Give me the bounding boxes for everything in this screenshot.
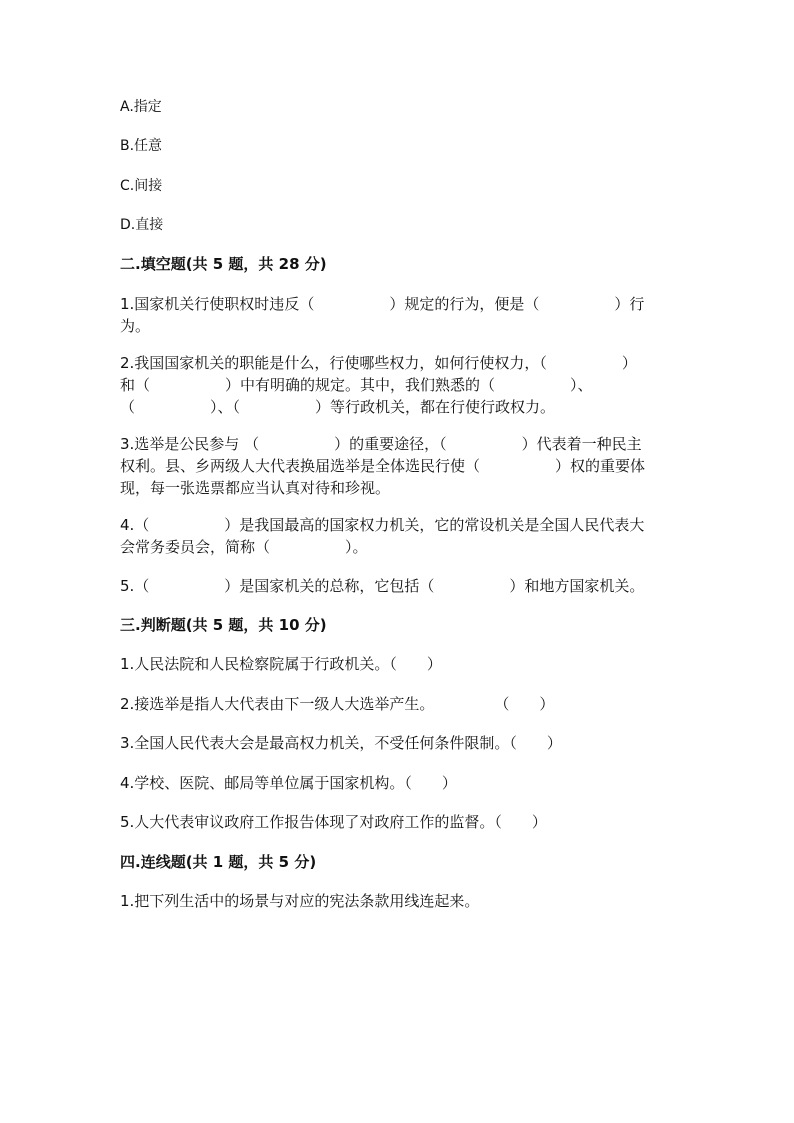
fill-question-5-line-1: 5.（ ）是国家机关的总称，它包括（ ）和地方国家机关。 — [120, 577, 645, 595]
section4-heading: 四.连线题(共 1 题，共 5 分) — [120, 853, 317, 871]
fill-question-1-line-2: 为。 — [120, 317, 151, 335]
fill-question-3-line-3: 现，每一张选票都应当认真对待和珍视。 — [120, 479, 391, 497]
fill-question-4-line-1: 4.（ ）是我国最高的国家权力机关，它的常设机关是全国人民代表大 — [120, 516, 645, 534]
judge-question-1: 1.人民法院和人民检察院属于行政机关。（ ） — [120, 655, 442, 673]
fill-question-5 — [120, 575, 676, 597]
fill-question-2 — [120, 352, 676, 418]
fill-question-4 — [120, 514, 676, 558]
fill-question-1-line-1: 1.国家机关行使职权时违反（ ）规定的行为，便是（ ）行 — [120, 295, 645, 313]
section2-heading: 二.填空题(共 5 题，共 28 分) — [120, 255, 327, 273]
fill-question-3-line-1: 3.选举是公民参与 （ ）的重要途径，（ ）代表着一种民主 — [120, 435, 642, 453]
option-c: C.间接 — [120, 178, 163, 194]
fill-question-3-line-2: 权利。县、乡两级人大代表换届选举是全体选民行使（ ）权的重要体 — [120, 457, 646, 475]
option-d: D.直接 — [120, 217, 164, 233]
fill-question-2-line-3: （ ）、（ ）等行政机关，都在行使行政权力。 — [120, 398, 556, 416]
fill-question-3 — [120, 433, 676, 499]
fill-question-1 — [120, 293, 676, 337]
option-a: A.指定 — [120, 99, 162, 115]
option-b: B.任意 — [120, 138, 163, 154]
matching-question-1: 1.把下列生活中的场景与对应的宪法条款用线连起来。 — [120, 892, 480, 910]
fill-question-2-line-1: 2.我国国家机关的职能是什么，行使哪些权力，如何行使权力，（ ） — [120, 354, 637, 372]
judge-question-5: 5.人大代表审议政府工作报告体现了对政府工作的监督。（ ） — [120, 813, 547, 831]
section3-heading: 三.判断题(共 5 题，共 10 分) — [120, 616, 327, 634]
judge-question-2: 2.接选举是指人大代表由下一级人大选举产生。 （ ） — [120, 695, 555, 713]
judge-question-3: 3.全国人民代表大会是最高权力机关，不受任何条件限制。（ ） — [120, 734, 562, 752]
fill-question-2-line-2: 和（ ）中有明确的规定。其中，我们熟悉的（ ）、 — [120, 376, 593, 394]
fill-question-4-line-2: 会常务委员会，简称（ ）。 — [120, 538, 368, 556]
judge-question-4: 4.学校、医院、邮局等单位属于国家机构。（ ） — [120, 774, 457, 792]
